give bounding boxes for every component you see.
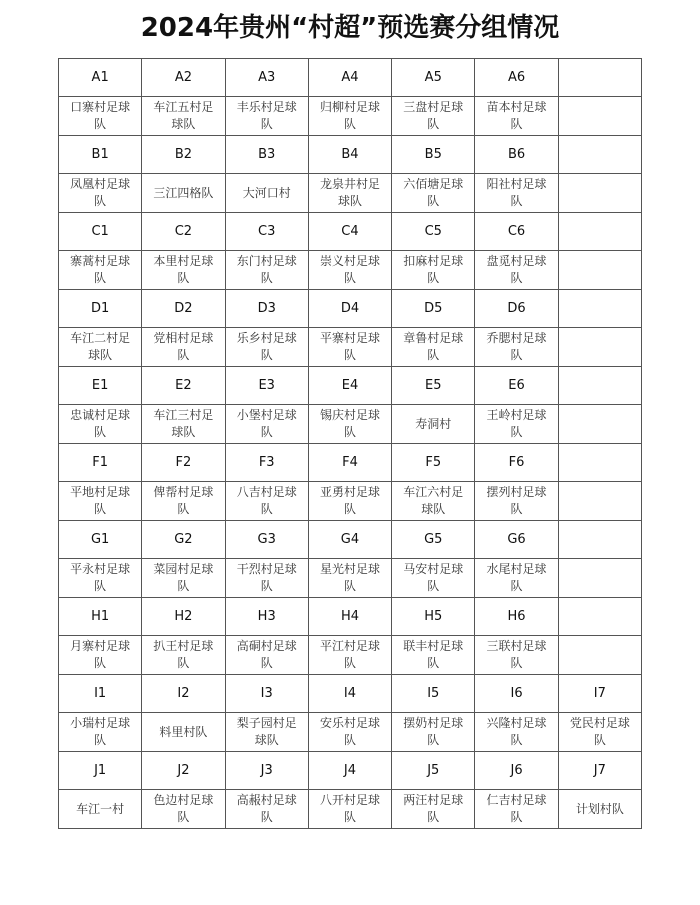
team-name: 联丰村足球队 — [403, 639, 464, 670]
team-name: 计划村队 — [575, 801, 624, 816]
team-name-cell — [59, 97, 142, 136]
group-code-cell: A2 — [142, 59, 225, 97]
group-code-cell: D3 — [225, 290, 308, 328]
group-code-cell — [558, 367, 641, 405]
group-code-cell — [558, 213, 641, 251]
group-code-cell: B3 — [225, 136, 308, 174]
team-name: 摆列村足球队 — [486, 485, 547, 516]
group-code-cell: C5 — [392, 213, 475, 251]
team-name: 阳社村足球队 — [486, 177, 547, 208]
group-code-cell: H4 — [308, 598, 391, 636]
team-name: 忠诚村足球队 — [70, 408, 131, 439]
group-code-cell: C2 — [142, 213, 225, 251]
group-code-cell — [558, 444, 641, 482]
team-name-cell — [142, 790, 225, 829]
team-name: 乔腮村足球队 — [486, 331, 547, 362]
team-name: 平永村足球队 — [70, 562, 131, 593]
team-name: 干烈村足球队 — [236, 562, 297, 593]
group-code-cell: F4 — [308, 444, 391, 482]
team-name-cell — [308, 97, 391, 136]
group-code-cell: B5 — [392, 136, 475, 174]
team-name-cell — [558, 790, 641, 829]
team-name: 星光村足球队 — [319, 562, 380, 593]
team-name-row — [59, 713, 642, 752]
group-code-row — [59, 136, 642, 174]
group-code-cell: D5 — [392, 290, 475, 328]
group-code-cell: E2 — [142, 367, 225, 405]
team-name: 六佰塘足球队 — [403, 177, 464, 208]
team-name: 王岭村足球队 — [486, 408, 547, 439]
group-code-cell — [558, 136, 641, 174]
group-code-cell — [558, 290, 641, 328]
group-code-cell: H2 — [142, 598, 225, 636]
team-name-cell — [308, 328, 391, 367]
team-name: 月寨村足球队 — [70, 639, 131, 670]
team-name: 水尾村足球队 — [486, 562, 547, 593]
team-name: 口寨村足球队 — [70, 100, 131, 131]
team-name-cell — [392, 174, 475, 213]
team-name: 八开村足球队 — [319, 793, 380, 824]
group-code-cell: B1 — [59, 136, 142, 174]
team-name: 小瑞村足球队 — [70, 716, 131, 747]
team-name: 归柳村足球队 — [319, 100, 380, 131]
team-name-cell — [392, 251, 475, 290]
team-name-cell — [59, 405, 142, 444]
team-name: 党民村足球队 — [569, 716, 630, 747]
team-name: 小堡村足球队 — [236, 408, 297, 439]
team-name: 凤凰村足球队 — [70, 177, 131, 208]
group-code-cell: F2 — [142, 444, 225, 482]
team-name: 车江二村足球队 — [70, 331, 131, 362]
group-code-cell: A5 — [392, 59, 475, 97]
team-name-cell — [142, 328, 225, 367]
team-name-cell — [142, 636, 225, 675]
group-code-cell: E6 — [475, 367, 558, 405]
group-code-cell: B4 — [308, 136, 391, 174]
team-name-cell — [225, 713, 308, 752]
team-name-cell — [558, 97, 641, 136]
team-name-cell — [59, 713, 142, 752]
team-name-cell — [475, 251, 558, 290]
team-name: 三盘村足球队 — [403, 100, 464, 131]
group-code-cell: E5 — [392, 367, 475, 405]
group-code-cell: H3 — [225, 598, 308, 636]
team-name-cell — [475, 636, 558, 675]
group-code-cell: D1 — [59, 290, 142, 328]
team-name-cell — [558, 328, 641, 367]
team-name-cell — [308, 174, 391, 213]
group-code-row — [59, 675, 642, 713]
group-code-cell — [558, 59, 641, 97]
group-code-cell: C6 — [475, 213, 558, 251]
group-code-cell: J6 — [475, 752, 558, 790]
team-name-cell — [225, 636, 308, 675]
team-name-cell — [392, 482, 475, 521]
team-name-cell — [392, 559, 475, 598]
team-name-cell — [59, 636, 142, 675]
team-name-cell — [59, 251, 142, 290]
group-code-cell: F3 — [225, 444, 308, 482]
team-name: 三联村足球队 — [486, 639, 547, 670]
team-name: 乐乡村足球队 — [236, 331, 297, 362]
team-name: 俾帮村足球队 — [153, 485, 214, 516]
team-name-cell — [475, 559, 558, 598]
group-code-row — [59, 598, 642, 636]
team-name: 东门村足球队 — [236, 254, 297, 285]
team-name-cell — [558, 713, 641, 752]
group-code-row — [59, 59, 642, 97]
group-code-cell: I4 — [308, 675, 391, 713]
team-name: 平寨村足球队 — [319, 331, 380, 362]
team-name-cell — [142, 174, 225, 213]
team-name-cell — [308, 559, 391, 598]
team-name-cell — [225, 174, 308, 213]
group-code-row — [59, 444, 642, 482]
team-name-cell — [558, 174, 641, 213]
team-name-cell — [59, 174, 142, 213]
group-code-cell: H6 — [475, 598, 558, 636]
team-name-row — [59, 559, 642, 598]
team-name-cell — [308, 251, 391, 290]
group-code-cell: C3 — [225, 213, 308, 251]
team-name: 马安村足球队 — [403, 562, 464, 593]
team-name-cell — [308, 790, 391, 829]
team-name: 梨子园村足球队 — [236, 716, 297, 747]
team-name: 龙泉井村足球队 — [319, 177, 380, 208]
team-name-cell — [225, 251, 308, 290]
group-code-cell: A6 — [475, 59, 558, 97]
team-name-cell — [142, 97, 225, 136]
team-name-cell — [308, 482, 391, 521]
team-name: 三江四格队 — [153, 185, 214, 200]
group-code-row — [59, 367, 642, 405]
team-name: 兴隆村足球队 — [486, 716, 547, 747]
team-name-cell — [59, 559, 142, 598]
team-name-cell — [558, 559, 641, 598]
team-name-cell — [142, 559, 225, 598]
team-name-cell — [392, 790, 475, 829]
team-name-row — [59, 405, 642, 444]
team-name-row — [59, 174, 642, 213]
team-name-cell — [225, 328, 308, 367]
team-name: 八吉村足球队 — [236, 485, 297, 516]
team-name: 盘觅村足球队 — [486, 254, 547, 285]
group-code-cell: E1 — [59, 367, 142, 405]
group-code-cell: J3 — [225, 752, 308, 790]
group-code-cell — [558, 521, 641, 559]
group-code-cell: H5 — [392, 598, 475, 636]
team-name-row — [59, 251, 642, 290]
group-code-cell: F6 — [475, 444, 558, 482]
group-code-cell: D6 — [475, 290, 558, 328]
team-name: 扣麻村足球队 — [403, 254, 464, 285]
group-code-cell: G6 — [475, 521, 558, 559]
team-name: 车江一村 — [76, 801, 125, 816]
group-code-cell: J7 — [558, 752, 641, 790]
team-name: 锡庆村足球队 — [319, 408, 380, 439]
group-code-cell: C1 — [59, 213, 142, 251]
group-table-body — [59, 59, 642, 829]
group-code-cell: E3 — [225, 367, 308, 405]
team-name: 车江五村足球队 — [153, 100, 214, 131]
team-name-row — [59, 790, 642, 829]
team-name-cell — [475, 174, 558, 213]
group-table — [58, 58, 642, 829]
team-name: 党相村足球队 — [153, 331, 214, 362]
group-code-cell: H1 — [59, 598, 142, 636]
team-name-cell — [558, 636, 641, 675]
team-name-cell — [142, 713, 225, 752]
group-code-cell: I1 — [59, 675, 142, 713]
team-name: 色边村足球队 — [153, 793, 214, 824]
group-code-cell: I6 — [475, 675, 558, 713]
team-name: 本里村足球队 — [153, 254, 214, 285]
group-code-cell: I3 — [225, 675, 308, 713]
group-code-cell: I2 — [142, 675, 225, 713]
group-code-cell: D2 — [142, 290, 225, 328]
team-name-cell — [142, 482, 225, 521]
team-name: 菜园村足球队 — [153, 562, 214, 593]
group-code-cell: J2 — [142, 752, 225, 790]
team-name: 扒王村足球队 — [153, 639, 214, 670]
group-code-cell: G3 — [225, 521, 308, 559]
team-name-row — [59, 97, 642, 136]
team-name-cell — [392, 713, 475, 752]
team-name-cell — [392, 405, 475, 444]
group-code-row — [59, 290, 642, 328]
group-code-cell: A3 — [225, 59, 308, 97]
group-code-cell: G1 — [59, 521, 142, 559]
team-name-cell — [225, 559, 308, 598]
group-code-cell: I5 — [392, 675, 475, 713]
group-code-cell: A4 — [308, 59, 391, 97]
group-code-cell: G2 — [142, 521, 225, 559]
team-name-cell — [558, 405, 641, 444]
group-code-cell — [558, 598, 641, 636]
team-name-row — [59, 636, 642, 675]
team-name-cell — [59, 790, 142, 829]
team-name: 料里村队 — [159, 724, 208, 739]
team-name-cell — [225, 790, 308, 829]
team-name-row — [59, 328, 642, 367]
team-name: 两汪村足球队 — [403, 793, 464, 824]
team-name: 崇义村足球队 — [319, 254, 380, 285]
group-code-cell: I7 — [558, 675, 641, 713]
group-code-row — [59, 213, 642, 251]
team-name: 车江三村足球队 — [153, 408, 214, 439]
team-name: 高赧村足球队 — [236, 793, 297, 824]
group-code-cell: F1 — [59, 444, 142, 482]
team-name: 大河口村 — [242, 185, 291, 200]
team-name-cell — [558, 482, 641, 521]
team-name-cell — [59, 328, 142, 367]
group-code-cell: C4 — [308, 213, 391, 251]
team-name-cell — [308, 405, 391, 444]
team-name-cell — [225, 97, 308, 136]
team-name: 章鲁村足球队 — [403, 331, 464, 362]
team-name: 寿洞村 — [415, 416, 452, 431]
team-name: 高硐村足球队 — [236, 639, 297, 670]
team-name-cell — [142, 405, 225, 444]
team-name-cell — [392, 636, 475, 675]
team-name: 丰乐村足球队 — [236, 100, 297, 131]
team-name: 平地村足球队 — [70, 485, 131, 516]
team-name: 寨蒿村足球队 — [70, 254, 131, 285]
team-name-cell — [392, 328, 475, 367]
group-code-cell: D4 — [308, 290, 391, 328]
group-code-cell: G5 — [392, 521, 475, 559]
team-name-row — [59, 482, 642, 521]
team-name-cell — [392, 97, 475, 136]
group-code-row — [59, 521, 642, 559]
team-name: 仁吉村足球队 — [486, 793, 547, 824]
page-title: 2024年贵州“村超”预选赛分组情况 — [140, 13, 560, 43]
team-name-cell — [475, 713, 558, 752]
group-code-cell: J5 — [392, 752, 475, 790]
team-name-cell — [142, 251, 225, 290]
team-name-cell — [225, 405, 308, 444]
team-name-cell — [308, 636, 391, 675]
team-name-cell — [558, 251, 641, 290]
group-code-cell: B6 — [475, 136, 558, 174]
team-name: 安乐村足球队 — [319, 716, 380, 747]
team-name-cell — [59, 482, 142, 521]
team-name: 苗本村足球队 — [486, 100, 547, 131]
group-code-row — [59, 752, 642, 790]
team-name: 亚勇村足球队 — [319, 485, 380, 516]
team-name-cell — [475, 328, 558, 367]
group-code-cell: J4 — [308, 752, 391, 790]
team-name: 摆奶村足球队 — [403, 716, 464, 747]
team-name-cell — [475, 405, 558, 444]
group-code-cell: F5 — [392, 444, 475, 482]
team-name-cell — [475, 790, 558, 829]
group-code-cell: E4 — [308, 367, 391, 405]
team-name-cell — [475, 482, 558, 521]
group-code-cell: B2 — [142, 136, 225, 174]
group-code-cell: J1 — [59, 752, 142, 790]
team-name-cell — [225, 482, 308, 521]
group-code-cell: A1 — [59, 59, 142, 97]
team-name: 车江六村足球队 — [403, 485, 464, 516]
team-name-cell — [308, 713, 391, 752]
team-name: 平江村足球队 — [319, 639, 380, 670]
group-code-cell: G4 — [308, 521, 391, 559]
team-name-cell — [475, 97, 558, 136]
